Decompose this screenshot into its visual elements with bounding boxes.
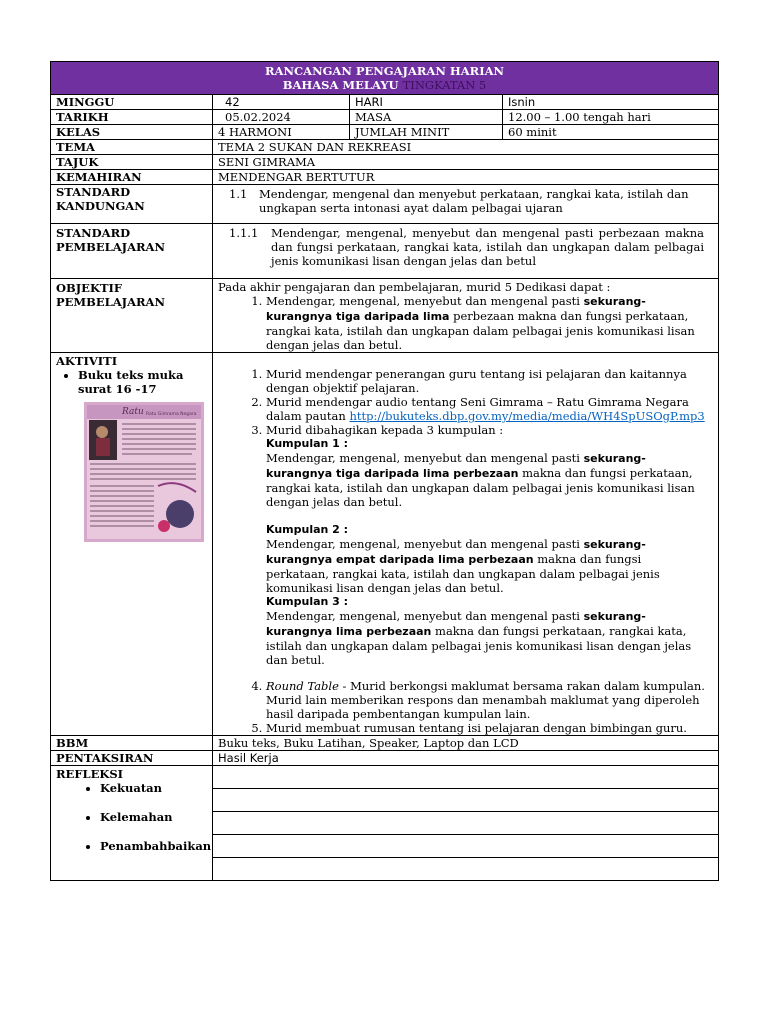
value-masa: 12.00 – 1.00 tengah hari	[503, 110, 719, 125]
activity-item-5: 5. Murid membuat rumusan tentang isi pelajaran dengan bimbingan guru.	[266, 721, 706, 735]
row-tema	[51, 140, 719, 155]
audio-link[interactable]: http://bukuteks.dbp.gov.my/media/media/WH4SpUSOgP.mp3	[349, 409, 705, 423]
k2-pre: Mendengar, mengenal, menyebut dan mengenal pasti	[266, 537, 584, 551]
k1-bold: sekurang-kurangnya tiga daripada lima perbezaan	[266, 452, 646, 480]
refleksi-blank-1[interactable]	[213, 766, 719, 789]
row-tajuk	[51, 155, 719, 170]
refleksi-blank-3[interactable]	[213, 812, 719, 835]
row-tarikh	[51, 110, 719, 125]
obj-label-1: OBJEKTIF	[56, 281, 123, 295]
round-table: Round Table	[266, 679, 339, 693]
refleksi-kelemahan: • Kelemahan	[100, 810, 207, 824]
row-standard-pembelajaran	[51, 224, 719, 279]
activity-3-intro: 3. Murid dibahagikan kepada 3 kumpulan :	[266, 423, 504, 437]
sp-label-1: STANDARD	[56, 226, 131, 240]
row-aktiviti	[51, 353, 719, 736]
value-tarikh: 05.02.2024	[213, 110, 350, 125]
label-objektif	[51, 279, 213, 353]
k3-bold: sekurang-kurangnya lima perbezaan	[266, 610, 646, 638]
label-aktiviti: AKTIVITI	[56, 354, 118, 368]
activity-item-2	[266, 395, 706, 423]
title-faint: TINGKATAN 5	[402, 78, 487, 92]
row-kelas	[51, 125, 719, 140]
kumpulan-1-text	[266, 451, 706, 509]
svg-text:Ratu: Ratu	[122, 407, 144, 417]
refleksi-penambahbaikan: • Penambahbaikan	[100, 839, 207, 853]
label-tajuk: TAJUK	[51, 155, 213, 170]
activity-list	[218, 367, 706, 735]
lesson-plan-sheet	[50, 61, 718, 881]
label-bbm: BBM	[51, 736, 213, 751]
value-minggu: 42	[213, 95, 350, 110]
k1-pre: Mendengar, mengenal, menyebut dan mengenal pasti	[266, 451, 584, 465]
label-kemahiran: KEMAHIRAN	[51, 170, 213, 185]
obj-intro: Pada akhir pengajaran dan pembelajaran, murid 5 Dedikasi dapat :	[218, 280, 611, 294]
label-standard-kandungan: STANDARD KANDUNGAN	[51, 185, 213, 224]
refleksi-blank-2[interactable]	[213, 789, 719, 812]
label-pentaksiran: PENTAKSIRAN	[51, 751, 213, 766]
label-minggu: MINGGU	[51, 95, 213, 110]
value-pentaksiran: Hasil Kerja	[213, 751, 719, 766]
sk-number: 1.1	[229, 187, 248, 201]
label-standard-pembelajaran	[51, 224, 213, 279]
activity-2-text: Murid mendengar audio tentang Seni Gimrama – Ratu Gimrama Negara dalam pautan	[266, 395, 689, 423]
textbook-page-image	[84, 402, 204, 542]
kumpulan-2-label: Kumpulan 2 :	[266, 523, 349, 536]
title-line-1: RANCANGAN PENGAJARAN HARIAN	[265, 64, 505, 78]
sp-number: 1.1.1	[229, 226, 259, 240]
refleksi-blank-4[interactable]	[213, 835, 719, 858]
label-refleksi-cell	[51, 766, 213, 881]
value-standard-pembelajaran	[213, 224, 719, 279]
title-line-2: BAHASA MELAYU	[282, 78, 399, 92]
refleksi-blank-5[interactable]	[213, 858, 719, 881]
obj-item-bold: sekurang-kurangnya tiga daripada lima	[266, 295, 646, 323]
k1-post: makna dan fungsi perkataan, rangkai kata, istilah dan ungkapan dalam pelbagai jenis komunikasi lisan dengan jelas dan betul.	[266, 466, 695, 509]
label-tarikh: TARIKH	[51, 110, 213, 125]
obj-item-pre: Mendengar, mengenal, menyebut dan mengenal pasti	[266, 294, 584, 308]
k3-pre: Mendengar, mengenal, menyebut dan mengenal pasti	[266, 609, 584, 623]
sp-label-2: PEMBELAJARAN	[56, 240, 165, 254]
activity-4-text: - Murid berkongsi maklumat bersama rakan dalam kumpulan. Murid lain memberikan respons dan menambah maklumat yang diperoleh hasil daripada pembentangan kumpulan lain.	[266, 679, 705, 721]
kumpulan-3-label: Kumpulan 3 :	[266, 595, 349, 608]
activity-item-1: 1. Murid mendengar penerangan guru tentang isi pelajaran dan kaitannya dengan objektif pelajaran.	[266, 367, 706, 395]
label-aktiviti-cell	[51, 353, 213, 736]
value-tema: TEMA 2 SUKAN DAN REKREASI	[213, 140, 719, 155]
value-bbm: Buku teks, Buku Latihan, Speaker, Laptop dan LCD	[213, 736, 719, 751]
kumpulan-1-label: Kumpulan 1 :	[266, 437, 349, 450]
row-pentaksiran	[51, 751, 719, 766]
label-jumlah-minit: JUMLAH MINIT	[350, 125, 503, 140]
row-refleksi-1	[51, 766, 719, 789]
k2-post: makna dan fungsi perkataan, rangkai kata, istilah dan ungkapan dalam pelbagai jenis komunikasi lisan dengan jelas dan betul.	[266, 552, 660, 595]
sk-text: Mendengar, mengenal dan menyebut perkataan, rangkai kata, istilah dan ungkapan serta intonasi ayat dalam pelbagai ujaran	[259, 187, 689, 215]
value-standard-kandungan	[213, 185, 719, 224]
lesson-plan-table	[50, 61, 719, 881]
sp-text: Mendengar, mengenal, menyebut dan mengenal pasti perbezaan makna dan fungsi perkataan, rangkai kata, istilah dan ungkapan dalam pelbagai jenis komunikasi lisan dengan jelas dan betul	[271, 226, 705, 268]
value-kemahiran: MENDENGAR BERTUTUR	[213, 170, 719, 185]
header-row	[51, 62, 719, 95]
k2-bold: sekurang-kurangnya empat daripada lima perbezaan	[266, 538, 646, 566]
obj-item-post: perbezaan makna dan fungsi perkataan, rangkai kata, istilah dan ungkapan dalam pelbagai jenis komunikasi lisan dengan jelas dan betul.	[266, 309, 695, 352]
label-masa: MASA	[350, 110, 503, 125]
obj-item	[266, 294, 704, 352]
page-title	[51, 62, 719, 95]
kumpulan-2-text	[266, 537, 706, 595]
image-caption: Ratu Gimrama Negara	[146, 412, 197, 417]
row-standard-kandungan	[51, 185, 719, 224]
activity-item-3	[266, 423, 706, 679]
row-minggu	[51, 95, 719, 110]
row-kemahiran	[51, 170, 719, 185]
value-jumlah-minit: 60 minit	[503, 125, 719, 140]
value-hari: Isnin	[503, 95, 719, 110]
value-aktiviti	[213, 353, 719, 736]
k3-post: makna dan fungsi perkataan, rangkai kata, istilah dan ungkapan dalam pelbagai jenis komunikasi lisan dengan jelas dan betul.	[266, 624, 692, 667]
row-objektif	[51, 279, 719, 353]
label-refleksi: REFLEKSI	[56, 767, 124, 781]
label-hari: HARI	[350, 95, 503, 110]
refleksi-kekuatan: • Kekuatan	[100, 781, 207, 795]
value-tajuk: SENI GIMRAMA	[213, 155, 719, 170]
value-kelas: 4 HARMONI	[213, 125, 350, 140]
label-kelas: KELAS	[51, 125, 213, 140]
kumpulan-3-text	[266, 609, 706, 667]
value-objektif	[213, 279, 719, 353]
row-bbm	[51, 736, 719, 751]
label-tema: TEMA	[51, 140, 213, 155]
aktiviti-bullet: • Buku teks muka surat 16 -17	[78, 368, 207, 396]
activity-item-4	[266, 679, 706, 721]
obj-label-2: PEMBELAJARAN	[56, 295, 165, 309]
